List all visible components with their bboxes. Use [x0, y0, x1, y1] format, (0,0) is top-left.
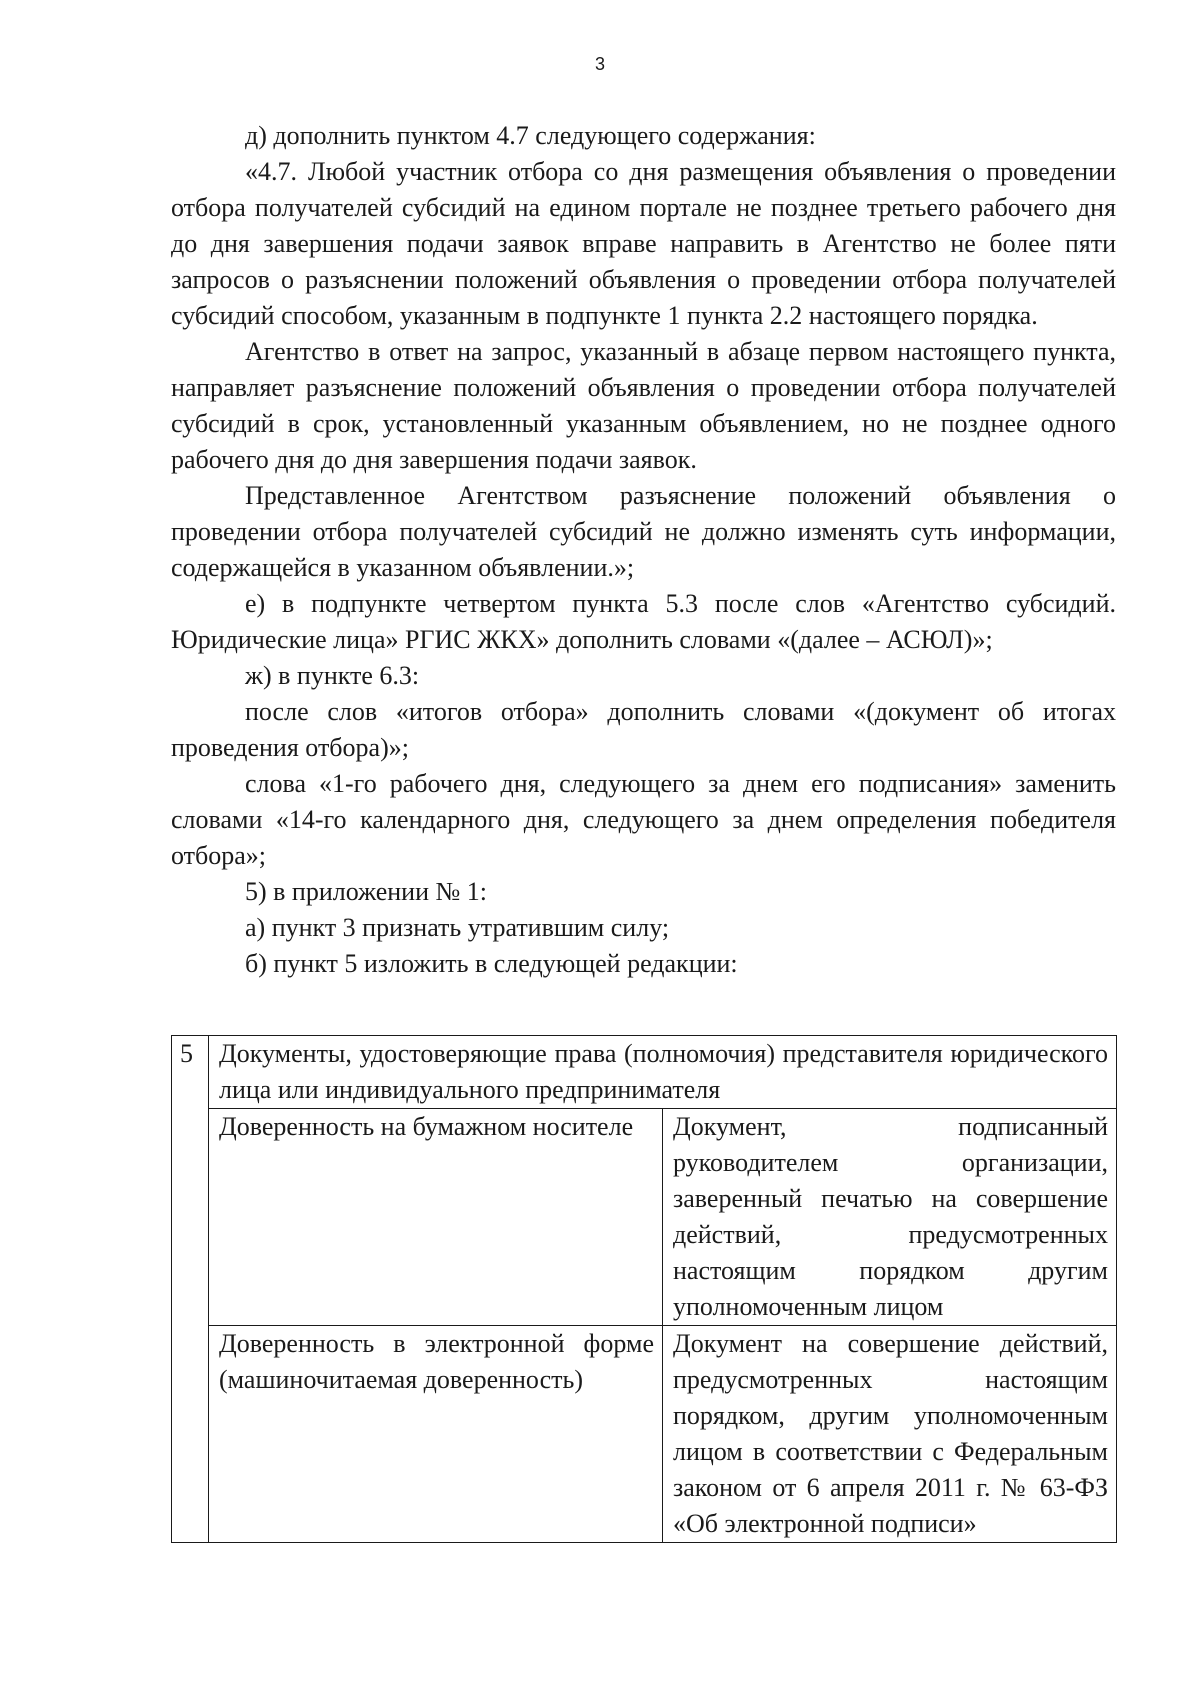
paragraph-item-b: б) пункт 5 изложить в следующей редакции:: [245, 949, 738, 978]
paragraph-item-e: е) в подпункте четвертом пункта 5.3 после слов «Агентство субсидий. Юридические лица» РГИС ЖКХ» дополнить словами «(далее – АСЮЛ)»;: [171, 589, 1116, 654]
table-cell-document-description: Документ на совершение действий, предусмотренных настоящим порядком, другим уполномоченным лицом в соответствии с Федеральным законом от 6 апреля 2011 г. № 63-ФЗ «Об электронной подписи»: [663, 1326, 1117, 1543]
amendment-table: [171, 1035, 1117, 1543]
table-cell-document-name: Доверенность на бумажном носителе: [209, 1109, 663, 1326]
paragraph-appendix-1: 5) в приложении № 1:: [245, 877, 488, 906]
table-cell-document-description: Документ, подписанный руководителем организации, заверенный печатью на совершение действий, предусмотренных настоящим порядком другим уполномоченным лицом: [663, 1109, 1117, 1326]
paragraph-after-words: после слов «итогов отбора» дополнить словами «(документ об итогах проведения отбора)»;: [171, 697, 1116, 762]
paragraph-agency-response: Агентство в ответ на запрос, указанный в абзаце первом настоящего пункта, направляет разъяснение положений объявления о проведении отбора получателей субсидий в срок, установленный указанным объявлением, но не позднее одного рабочего дня до дня завершения подачи заявок.: [171, 337, 1116, 474]
table-cell-document-name: Доверенность в электронной форме (машиночитаемая доверенность): [209, 1326, 663, 1543]
document-body: [171, 118, 1116, 982]
paragraph-item-a: а) пункт 3 признать утратившим силу;: [245, 913, 670, 942]
table-row-number: 5: [172, 1036, 209, 1543]
table-row: [172, 1326, 1117, 1543]
paragraph-words-replace: слова «1-го рабочего дня, следующего за днем его подписания» заменить словами «14-го календарного дня, следующего за днем определения победителя отбора»;: [171, 769, 1116, 870]
paragraph-agency-clarification: Представленное Агентством разъяснение положений объявления о проведении отбора получателей субсидий не должно изменять суть информации, содержащейся в указанном объявлении.»;: [171, 481, 1116, 582]
paragraph-item-zh: ж) в пункте 6.3:: [245, 661, 420, 690]
table-header-row: [172, 1036, 1117, 1109]
page-number: 3: [594, 54, 605, 74]
paragraph-item-d: д) дополнить пунктом 4.7 следующего содержания:: [245, 121, 816, 150]
table-header-cell: Документы, удостоверяющие права (полномочия) представителя юридического лица или индивидуального предпринимателя: [209, 1036, 1117, 1109]
table-row: [172, 1109, 1117, 1326]
paragraph-point-4-7: «4.7. Любой участник отбора со дня размещения объявления о проведении отбора получателей субсидий на едином портале не позднее третьего рабочего дня до дня завершения подачи заявок вправе направить в Агентство не более пяти запросов о разъяснении положений объявления о проведении отбора получателей субсидий способом, указанным в подпункте 1 пункта 2.2 настоящего порядка.: [171, 157, 1116, 330]
